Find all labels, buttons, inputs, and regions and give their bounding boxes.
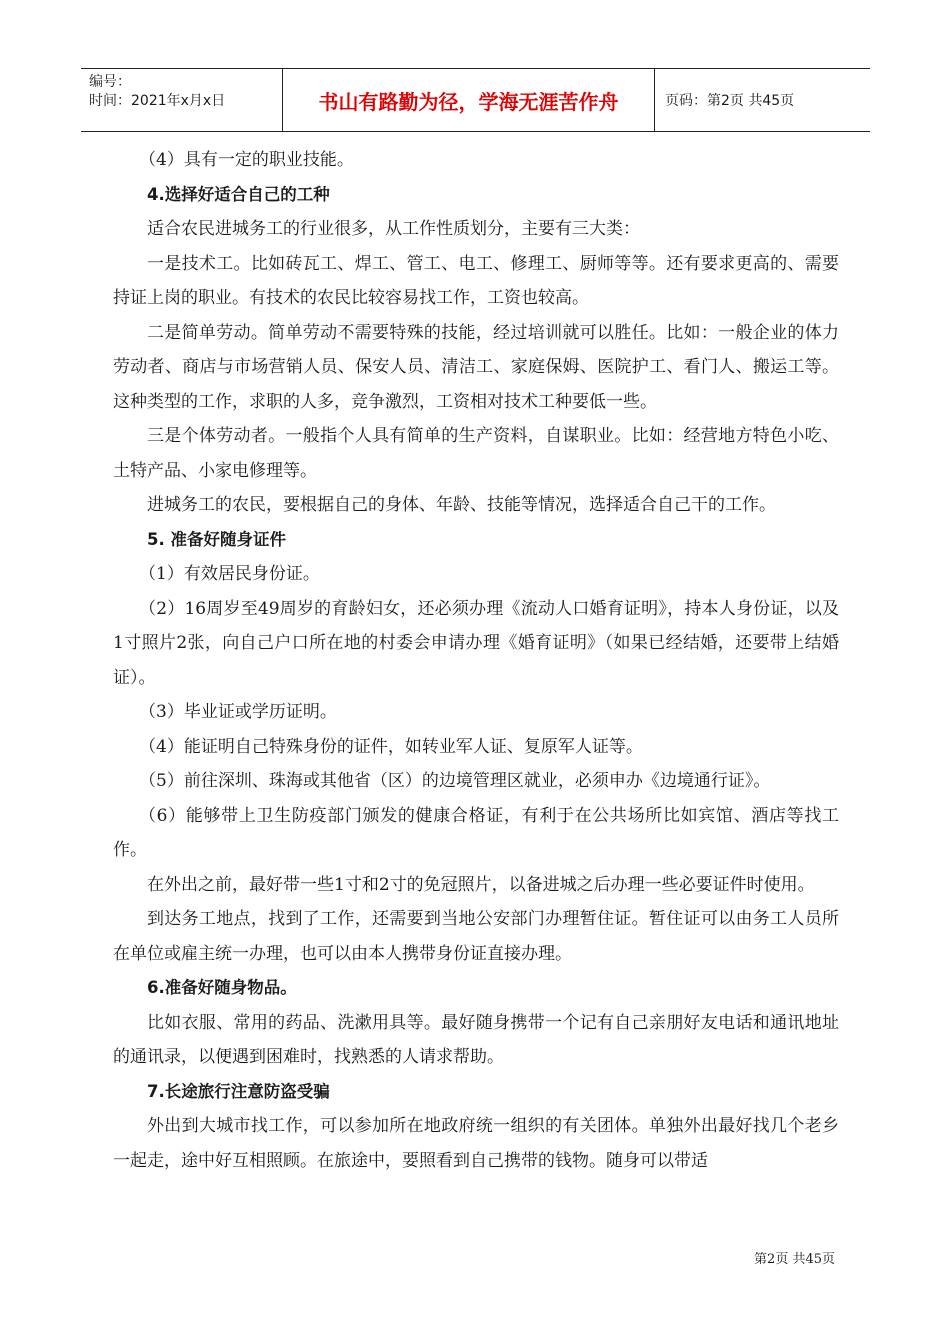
page-header	[81, 68, 870, 132]
paragraph: （4）能证明自己特殊身份的证件，如转业军人证、复原军人证等。	[139, 736, 643, 757]
time-label: 时间：2021年x月x日	[89, 93, 226, 109]
paragraph: 比如衣服、常用的药品、洗漱用具等。最好随身携带一个记有自己亲朋好友电话和通讯地址的通讯录，以便遇到困难时，找熟悉的人请求帮助。	[113, 1012, 839, 1067]
paragraph: 三是个体劳动者。一般指个人具有简单的生产资料，自谋职业。比如：经营地方特色小吃、土特产品、小家电修理等。	[113, 426, 839, 481]
section-heading-5: 5. 准备好随身证件	[147, 529, 286, 549]
section-heading-4: 4.选择好适合自己的工种	[147, 184, 330, 204]
paragraph: （4）具有一定的职业技能。	[139, 150, 354, 170]
paragraph: 进城务工的农民，要根据自己的身体、年龄、技能等情况，选择适合自己干的工作。	[147, 495, 776, 515]
code-label: 编号：	[89, 74, 131, 90]
document-body	[113, 143, 839, 1178]
header-page-number: 页码：第2页 共45页	[665, 93, 795, 109]
header-motto: 书山有路勤为径，学海无涯苦作舟	[283, 69, 655, 131]
paragraph: 适合农民进城务工的行业很多，从工作性质划分，主要有三大类：	[147, 219, 640, 239]
page-footer: 第2页 共45页	[754, 1252, 835, 1267]
section-heading-7: 7.长途旅行注意防盗受骗	[147, 1081, 330, 1101]
paragraph: （6）能够带上卫生防疫部门颁发的健康合格证，有利于在公共场所比如宾馆、酒店等找工作。	[113, 805, 839, 860]
paragraph: 在外出之前，最好带一些1寸和2寸的免冠照片，以备进城之后办理一些必要证件时使用。	[147, 874, 815, 895]
paragraph: （5）前往深圳、珠海或其他省（区）的边境管理区就业，必须申办《边境通行证》。	[139, 771, 771, 791]
paragraph: 一是技术工。比如砖瓦工、焊工、管工、电工、修理工、厨师等等。还有要求更高的、需要持证上岗的职业。有技术的农民比较容易找工作，工资也较高。	[113, 253, 839, 308]
paragraph: 二是简单劳动。简单劳动不需要特殊的技能，经过培训就可以胜任。比如：一般企业的体力劳动者、商店与市场营销人员、保安人员、清洁工、家庭保姆、医院护工、看门人、搬运工等。这种类型的工作，求职的人多，竞争激烈，工资相对技术工种要低一些。	[113, 322, 839, 412]
paragraph: 外出到大城市找工作，可以参加所在地政府统一组织的有关团体。单独外出最好找几个老乡一起走，途中好互相照顾。在旅途中，要照看到自己携带的钱物。随身可以带适	[113, 1116, 839, 1171]
paragraph: （3）毕业证或学历证明。	[139, 702, 337, 722]
paragraph: （1）有效居民身份证。	[139, 564, 320, 584]
section-heading-6: 6.准备好随身物品。	[147, 978, 297, 997]
paragraph: 到达务工地点，找到了工作，还需要到当地公安部门办理暂住证。暂住证可以由务工人员所在单位或雇主统一办理，也可以由本人携带身份证直接办理。	[113, 909, 839, 964]
paragraph: （2）16周岁至49周岁的育龄妇女，还必须办理《流动人口婚育证明》，持本人身份证，以及1寸照片2张，向自己户口所在地的村委会申请办理《婚育证明》（如果已经结婚，还要带上结婚证）。	[113, 598, 839, 688]
header-meta	[81, 69, 283, 131]
